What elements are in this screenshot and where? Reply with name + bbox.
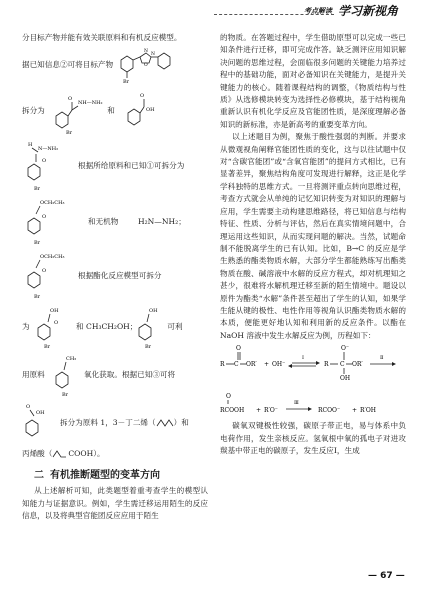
left-para-4: 根据所给原料和已知①可拆分为 (78, 161, 185, 171)
svg-text:OCH₂CH₃: OCH₂CH₃ (40, 200, 65, 207)
right-column (220, 32, 406, 457)
svg-text:OH: OH (340, 375, 351, 383)
svg-text:Ⅲ: Ⅲ (294, 400, 299, 407)
svg-text:O: O (54, 320, 59, 327)
split-row-7 (22, 400, 208, 446)
page-header (0, 0, 427, 30)
hydrazide-structure (48, 86, 104, 136)
split-label: 拆分为 (22, 106, 45, 116)
hydrolysis-mechanism (220, 342, 406, 420)
cyclohexene-acid-structure (22, 400, 60, 446)
svg-text:OH: OH (36, 410, 45, 417)
svg-text:O: O (144, 63, 148, 69)
use-raw-label: 用原料 (22, 370, 45, 380)
header-tag: 考点解读 (304, 7, 332, 15)
svg-text:O: O (42, 214, 47, 221)
inorganic-label: 和无机物 (88, 217, 119, 227)
bromobenzoic-acid-structure (34, 304, 76, 350)
svg-text:+: + (352, 407, 358, 415)
eq-rcoo-minus: RCOO⁻ (318, 407, 341, 415)
svg-text:O: O (42, 158, 47, 165)
left-para-1: 分目标产物并能有效关联原料和有机反应模型。 (22, 33, 182, 42)
eq-step-2: Ⅱ (380, 355, 384, 362)
hydrazide-structure-2 (22, 138, 78, 194)
svg-text:Br: Br (44, 344, 51, 351)
svg-text:N: N (144, 49, 149, 55)
svg-text:N: N (151, 52, 156, 58)
svg-text:Br: Br (34, 294, 41, 301)
right-para-3: 碳氧双键极性较强，碳原子带正电，易与体系中负电荷作用，发生亲核反应。氢氧根中氧的孤电子对进攻羰基中带正电的碳原子，发生反应Ⅰ，生成 (220, 421, 406, 455)
svg-text:O: O (42, 268, 47, 275)
section-title: 有机推断题型的变革方向 (50, 470, 160, 482)
eq-or1: OR′ (246, 361, 257, 369)
target-product-row (22, 46, 208, 84)
left-para-9b: ）和 (173, 418, 189, 428)
butadiene-structure (156, 418, 174, 428)
svg-text:R: R (324, 361, 329, 369)
left-para-6: 根据酯化反应模型可拆分 (78, 271, 162, 281)
svg-text:Br: Br (66, 130, 73, 137)
eq-r: R (220, 361, 225, 369)
eq-ro-minus: R′O⁻ (264, 407, 278, 415)
svg-text:O: O (68, 96, 73, 103)
left-para-2: 据已知信息②可将目标产物 (22, 60, 114, 70)
header-column-title: 学习新视角 (338, 4, 399, 18)
svg-text:OH: OH (149, 308, 158, 315)
svg-text:H: H (28, 142, 33, 149)
split-row-1 (22, 86, 208, 136)
split-row-4 (22, 250, 208, 302)
svg-text:Br: Br (123, 79, 130, 85)
svg-text:Br: Br (34, 240, 41, 247)
left-para-9: 拆分为原料 1，3－丁二烯（ (60, 418, 156, 428)
acrylic-acid-structure (52, 449, 68, 459)
eq-rcooh: RCOOH (220, 407, 245, 415)
svg-text:O⁻: O⁻ (341, 345, 350, 353)
svg-text:OR′: OR′ (352, 361, 363, 369)
eq-oh: OH⁻ (272, 361, 286, 369)
split-row-6 (22, 352, 208, 398)
right-para-2: 以上述题目为例，聚焦于酸性强弱的判断。并要求从微观视角阐释官能团性质的变化，这与以往试题中仅对“含碳官能团”或“含氧官能团”的提问方式相比，已有显著差异，聚焦结构角度可发现进行解释，这正是化学学科独特的思维方式。一旦将测评重点转向思维过程，考查方式就会从单纯的记忆知识转变为对知识的理解与应用，学生需要主动构建思维路径，将已知信息与结构特征、性质、分析与评估，然后在真实情境问题中，合理运用这些知识，从而实现问题的解决。当然，试题命制不能脱离学生的已有认知。比如，B→C 的反应是学生熟悉的酯类物质水解，大部分学生都能熟练写出酯类物质在酸、碱溶液中水解的反应方程式，却对机理知之甚少，很难将水解机理迁移至新的陌生情境中。题设以原件为酯类“水解”条件甚至超出了学生的认知，如果学生能从键的极性、电性作用等视角认识酯类物质水解的本质，便能更好地认知和利用新的反应条件。以酯在 NaOH 溶液中发生水解反应为例，历程如下： (220, 132, 406, 340)
svg-text:O: O (226, 393, 231, 401)
svg-text:CH₃: CH₃ (66, 356, 77, 363)
svg-text:C: C (234, 361, 239, 369)
cyclohexenyl-acid-structure (118, 89, 160, 133)
svg-text:C: C (340, 361, 345, 369)
bromobenzoic-acid-structure-2 (137, 304, 167, 350)
page-number: — 67 — (368, 571, 405, 581)
ethanol-label: 和 CH₃CH₂OH； (76, 322, 138, 332)
bromotoluene-structure (52, 352, 84, 398)
eq-o-top: O (236, 345, 241, 353)
svg-text:OH: OH (146, 107, 155, 114)
svg-text:OH: OH (50, 308, 59, 315)
eq-step-1: Ⅰ (302, 355, 304, 362)
split-row-3 (22, 196, 208, 248)
keli-label: 可利 (167, 322, 183, 332)
svg-text:+: + (264, 361, 270, 369)
split-row-2 (22, 138, 208, 194)
svg-text:OCH₂CH₃: OCH₂CH₃ (40, 254, 65, 261)
svg-text:Br: Br (62, 392, 69, 399)
section-heading (22, 466, 208, 481)
target-product-structure (113, 46, 185, 84)
ester-structure-2 (22, 250, 78, 302)
eq-roh: R′OH (360, 407, 377, 415)
acrylic-acid-row (22, 448, 208, 460)
split-row-5 (22, 304, 208, 350)
left-para-11: 从上述解析可知，此类题型着重考查学生的模型认知能力与证据意识。例如，学生需迁移运用陌生的反应信息，以及将典型官能团反应应用于陌生 (22, 486, 208, 521)
svg-text:NH—NH₂: NH—NH₂ (78, 100, 103, 107)
svg-text:Br: Br (145, 344, 152, 351)
left-column (22, 32, 208, 523)
right-para-1: 的物质。在答题过程中，学生借助原型可以完成一些已知条件进行迁移，即可完成作答。缺乏测评应用知识解决问题的思维过程，会面临很多问题的关键能力培养过程中的基础功能，面对必备知识在关键能力，是提升关键能力的核心。随着课程结构的调整，《物质结构与性质》从选修模块转变为选择性必修模块，基于结构视角重新认识有机化学反应及官能团性质，是深度理解必备知识的新标准，亦是新高考的重要变革方向。 (220, 33, 406, 129)
section-number: 二 (34, 470, 44, 482)
svg-text:O: O (26, 404, 31, 411)
left-para-8: 氧化获取。根据已知③可将 (84, 370, 176, 380)
acrylic-acid-label: 丙烯酸（ (22, 449, 53, 459)
wei-label: 为 (22, 322, 30, 332)
svg-text:Br: Br (34, 186, 41, 193)
svg-text:+: + (256, 407, 262, 415)
ester-structure (22, 196, 78, 248)
svg-text:O: O (140, 93, 145, 100)
svg-text:N—NH₂: N—NH₂ (38, 146, 59, 153)
hydrazine-formula: H₂N—NH₂； (138, 217, 186, 227)
acrylic-acid-tail: COOH）。 (68, 449, 105, 459)
and-label: 和 (107, 106, 115, 116)
